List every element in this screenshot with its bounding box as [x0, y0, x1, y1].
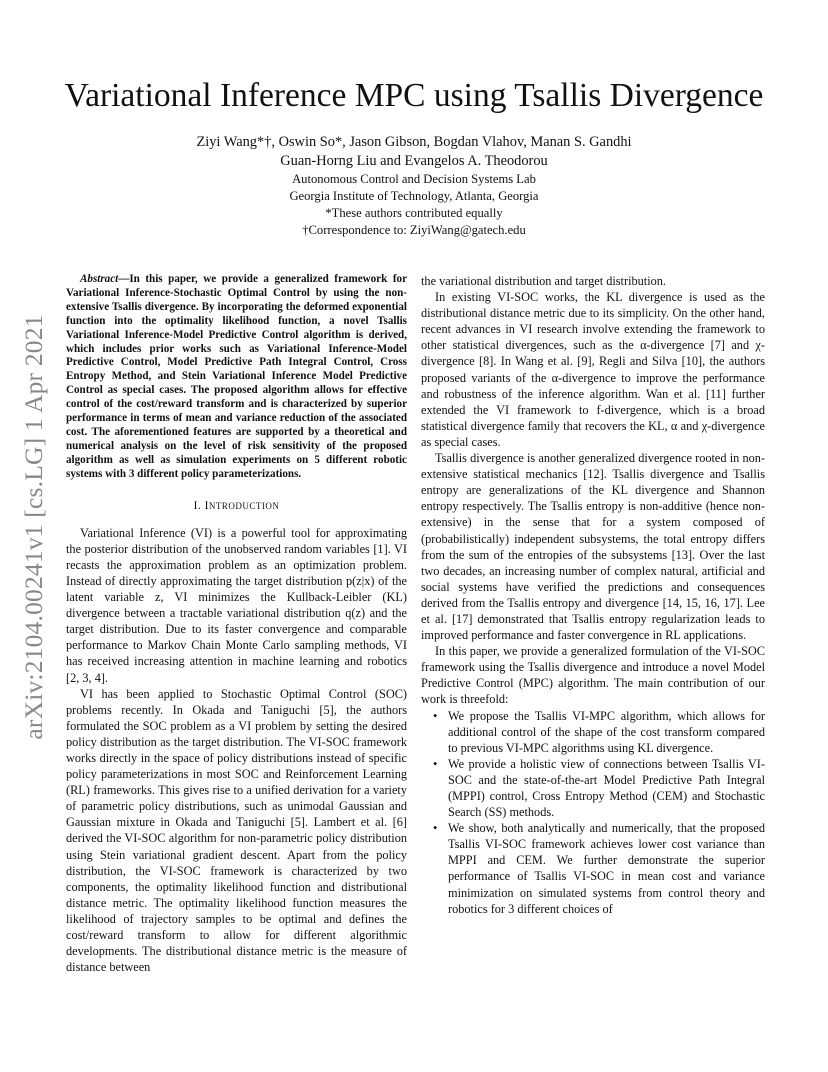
paper-title: Variational Inference MPC using Tsallis Divergence	[64, 77, 764, 114]
list-item: • We propose the Tsallis VI-MPC algorithm, which allows for additional control of the shape of the cost transform compared to previous VI-MPC algorithms using KL divergence.	[448, 708, 765, 756]
intro-paragraph-2: VI has been applied to Stochastic Optimal Control (SOC) problems recently. In Okada and Taniguchi [5], the authors formulated the SOC problem as a VI problem by setting the desired policy distribution as the target distribution. The VI-SOC framework works directly in the space of policy distributions instead of specific policy parameterizations in most SOC and Reinforcement Learning (RL) frameworks. This gives rise to a unified derivation for a variety of parametric policy distributions, such as unimodal Gaussian and Gaussian mixture in Okada and Taniguchi [5]. Lambert et al. [6] derived the VI-SOC algorithm for non-parametric policy distribution using Stein variational gradient descent. Apart from the policy distribution, the VI-SOC framework is characterized by two components, the optimality likelihood function and distributional distance metric. The optimality likelihood function measures the likelihood of trajectory samples to be optimal and defines the cost/reward transform to allow for different algorithmic developments. The distributional distance metric is the measure of distance between	[66, 686, 407, 975]
intro-paragraph-5: In this paper, we provide a generalized formulation of the VI-SOC framework using the Tsallis divergence and introduce a novel Model Predictive Control (MPC) algorithm. The main contribution of our work is threefold:	[421, 644, 765, 707]
intro-paragraph-3: In existing VI-SOC works, the KL divergence is used as the distributional distance metric due to its simplicity. On the other hand, recent advances in VI research involve extending the framework to other statistical divergences, such as the α-divergence [7] and χ-divergence [8]. In Wang et al. [9], Regli and Silva [10], the authors proposed variants of the α-divergence to improve the performance and robustness of the inference algorithm. Wan et al. [11] further extended the VI framework to f-divergence, which is a broad statistical divergence family that recovers the KL, α and χ-divergence as special cases.	[421, 290, 765, 449]
right-column	[421, 273, 765, 917]
abstract-label: Abstract	[80, 273, 119, 285]
affiliation-institute: Georgia Institute of Technology, Atlanta, Georgia	[289, 189, 539, 203]
intro-paragraph-1: Variational Inference (VI) is a powerful tool for approximating the posterior distribution of the unobserved random variables [1]. VI recasts the approximation problem as an optimization problem. Instead of directly approximating the target distribution p(z|x) of the latent variable z, VI minimizes the Kullback-Leibler (KL) divergence between a tractable variational distribution q(z) and the target distribution. Due to its faster convergence and comparable performance to Markov Chain Monte Carlo sampling methods, VI has received increasing attention in machine learning and robotics [2, 3, 4].	[66, 525, 407, 685]
list-item: • We provide a holistic view of connections between Tsallis VI-SOC and the state-of-the-art Model Predictive Path Integral (MPPI) control, Cross Entropy Method (CEM) and Stochastic Search (SS) methods.	[448, 756, 765, 820]
author-block	[0, 133, 828, 239]
contribution-list	[421, 708, 765, 917]
affiliation-lab: Autonomous Control and Decision Systems Lab	[292, 172, 536, 186]
arxiv-identifier-text: arXiv:2104.00241v1 [cs.LG] 1 Apr 2021	[19, 314, 48, 740]
author-list-line-1: Ziyi Wang*†, Oswin So*, Jason Gibson, Bogdan Vlahov, Manan S. Gandhi	[196, 134, 632, 150]
left-column	[66, 273, 407, 975]
list-item: • We show, both analytically and numerically, that the proposed Tsallis VI-SOC framework achieves lower cost variance than MPPI and CEM. We further demonstrate the superior performance of Tsallis VI-SOC in mean cost and variance minimization on simulated systems from control theory and robotics for 3 different choices of	[448, 820, 765, 917]
abstract-text: —In this paper, we provide a generalized framework for Variational Inference-Stochastic Optimal Control by using the non-extensive Tsallis divergence. By incorporating the deformed exponential function into the optimality likelihood function, a novel Tsallis Variational Inference-Model Predictive Control algorithm is derived, which includes prior works such as Variational Inference-Model Predictive Control, Model Predictive Path Integral Control, Cross Entropy Method, and Stein Variational Inference Model Predictive Control as special cases. The proposed algorithm allows for effective control of the cost/reward transform and is characterized by superior performance in terms of mean and variance reduction of the associated cost. The aforementioned features are supported by a theoretical and numerical analysis on the level of risk sensitivity of the proposed algorithm as well as simulation experiments on 5 different robotic systems with 3 different policy parameterizations.	[66, 273, 407, 480]
section-heading-introduction: I. INTRODUCTION	[193, 499, 280, 512]
arxiv-identifier-stamp	[14, 296, 54, 758]
abstract	[66, 273, 407, 482]
equal-contribution-note: *These authors contributed equally	[325, 206, 503, 220]
intro-paragraph-4: Tsallis divergence is another generalized divergence rooted in non-extensive statistical mechanics [12]. Tsallis divergence and Tsallis entropy are generalizations of the KL divergence and Shannon entropy respectively. The Tsallis entropy is non-additive (hence non-extensive) in the sense that for a system composed of (probabilistically) independent subsystems, the total entropy differs from the sum of the entropies of the subsystems [13]. Over the last two decades, an increasing number of complex natural, artificial and social systems have verified the predictions and consequences derived from the Tsallis entropy and divergence [14, 15, 16, 17]. Lee et al. [17] demonstrated that Tsallis entropy regularization leads to improved performance and faster convergence in RL applications.	[421, 451, 765, 643]
author-list-line-2: Guan-Horng Liu and Evangelos A. Theodorou	[280, 153, 548, 169]
continued-paragraph: the variational distribution and target distribution.	[421, 274, 666, 288]
correspondence-note: †Correspondence to: ZiyiWang@gatech.edu	[302, 223, 526, 237]
